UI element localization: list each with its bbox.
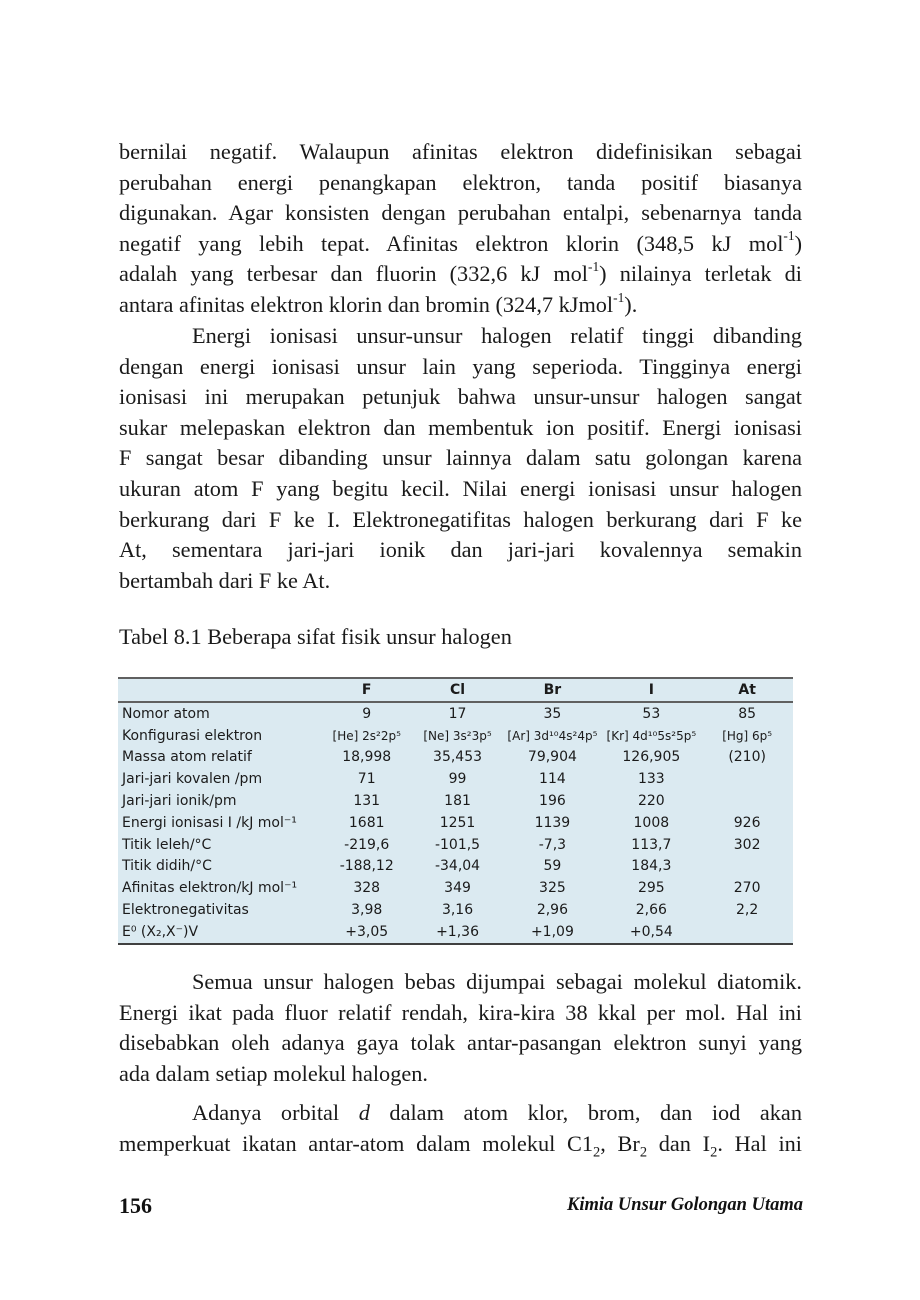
text-line	[119, 229, 802, 260]
text-line	[119, 1129, 802, 1160]
text-segment: Adanya orbital	[192, 1100, 359, 1125]
header-cell: Br	[543, 682, 562, 698]
table-cell	[701, 790, 793, 812]
text-segment: , Br	[600, 1130, 640, 1156]
table-row	[118, 725, 793, 747]
table-cell: 59	[543, 858, 562, 875]
text-line: F sangat besar dibanding unsur lainnya dalam satu golongan karena	[119, 445, 802, 471]
table-row	[118, 921, 793, 944]
text-line: bertambah dari F ke At.	[119, 567, 331, 593]
row-label: Titik didih/°C	[122, 858, 212, 875]
table-cell: 2,66	[635, 902, 667, 919]
table-cell: 196	[539, 793, 566, 810]
table-row	[118, 834, 793, 856]
text-segment: negatif yang lebih tepat. Afinitas elektron klorin (348,5 kJ mol	[119, 230, 784, 256]
table-cell: 133	[637, 771, 665, 788]
table-cell: 325	[539, 880, 566, 897]
table-cell: [Ar] 3d¹⁰4s²4p⁵	[507, 728, 598, 743]
text-segment: ).	[624, 291, 638, 317]
text-line: ada dalam setiap molekul halogen.	[119, 1060, 428, 1086]
header-cell: F	[361, 682, 372, 698]
row-label: Elektronegativitas	[122, 902, 249, 919]
text-line: ionisasi ini merupakan petunjuk bahwa unsur-unsur halogen sangat	[119, 384, 802, 410]
text-line: digunakan. Agar konsisten dengan perubahan entalpi, sebenarnya tanda	[119, 200, 802, 226]
table-cell: 328	[353, 880, 381, 897]
table-cell: 1139	[534, 814, 571, 831]
halogen-properties-table	[118, 677, 793, 945]
text-line: Energi ikat pada fluor relatif rendah, kira-kira 38 kkal per mol. Hal ini	[119, 999, 802, 1025]
table-cell: 181	[444, 793, 471, 810]
table-cell: 349	[444, 880, 471, 897]
table-cell: 35,453	[433, 749, 483, 766]
table-cell: 114	[539, 771, 566, 788]
table-cell: [Kr] 4d¹⁰5s²5p⁵	[606, 728, 697, 743]
text-line: Semua unsur halogen bebas dijumpai sebagai molekul diatomik.	[192, 969, 802, 994]
text-segment: ) nilainya terletak di	[599, 261, 802, 287]
paragraph-electron-affinity	[119, 137, 802, 321]
table-cell: [He] 2s²2p⁵	[332, 728, 401, 743]
text-line: dengan energi ionisasi unsur lain yang seperioda. Tingginya energi	[119, 353, 802, 379]
table-row	[118, 899, 793, 921]
table-row	[118, 877, 793, 899]
table-cell: -34,04	[434, 858, 481, 875]
table-cell: 1008	[633, 814, 670, 831]
text-line	[119, 259, 802, 290]
header-cell: At	[738, 682, 756, 698]
row-label: Massa atom relatif	[122, 749, 252, 766]
table-cell: [Ne] 3s²3p⁵	[423, 728, 492, 743]
row-label: E⁰ (X₂,X⁻)V	[122, 923, 199, 940]
superscript: -1	[783, 228, 795, 244]
text-line: berkurang dari F ke I. Elektronegatifitas halogen berkurang dari F ke	[119, 506, 802, 532]
subscript: 2	[639, 1144, 648, 1161]
table-cell: 17	[448, 705, 467, 722]
running-footer-title: Kimia Unsur Golongan Utama	[567, 1195, 803, 1215]
table-cell: 3,98	[351, 902, 383, 919]
table-row	[118, 812, 793, 834]
table-cell	[701, 921, 793, 944]
text-line: bernilai negatif. Walaupun afinitas elektron didefinisikan sebagai	[119, 139, 802, 164]
table-header-row	[118, 678, 793, 702]
text-segment: dalam atom klor, brom, dan iod akan	[369, 1100, 802, 1125]
table-cell: -219,6	[344, 836, 390, 853]
text-line: At, sementara jari-jari ionik dan jari-jari kovalennya semakin	[119, 537, 802, 563]
table-cell: 270	[733, 880, 761, 897]
table-row	[118, 747, 793, 769]
row-label: Afinitas elektron/kJ mol⁻¹	[122, 880, 298, 897]
paragraph-d-orbital	[119, 1098, 802, 1159]
text-line: perubahan energi penangkapan elektron, tanda positif biasanya	[119, 169, 802, 195]
table-cell: 71	[357, 771, 376, 788]
table-cell: -101,5	[434, 836, 481, 853]
table-cell: 126,905	[622, 749, 681, 766]
table-row	[118, 856, 793, 878]
page-number: 156	[119, 1193, 152, 1218]
row-label: Konfigurasi elektron	[122, 727, 263, 744]
table-cell: [Hg] 6p⁵	[722, 728, 773, 743]
row-label: Nomor atom	[122, 705, 210, 722]
table-cell	[701, 768, 793, 790]
table-cell: +1,36	[436, 923, 479, 940]
table-row	[118, 790, 793, 812]
table-cell	[701, 856, 793, 878]
table-cell: 2,96	[536, 902, 568, 919]
table-cell: 302	[733, 836, 761, 853]
table-row	[118, 768, 793, 790]
table-cell: 926	[733, 814, 761, 831]
header-cell: Cl	[449, 682, 466, 698]
table-cell: 131	[353, 793, 381, 810]
text-line: sukar melepaskan elektron dan membentuk ion positif. Energi ionisasi	[119, 414, 802, 440]
row-label: Energi ionisasi I /kJ mol⁻¹	[122, 814, 297, 831]
superscript: -1	[588, 258, 600, 274]
text-segment: . Hal ini	[717, 1130, 802, 1156]
table-cell: +0,54	[629, 923, 673, 940]
paragraph-diatomic	[119, 967, 802, 1089]
table-cell: 99	[448, 771, 467, 788]
subscript: 2	[593, 1144, 601, 1161]
table-cell: +1,09	[530, 923, 574, 940]
text-segment: dan I	[647, 1130, 711, 1156]
table-cell: -7,3	[538, 836, 567, 853]
text-segment: adalah yang terbesar dan fluorin (332,6 kJ mol	[119, 261, 589, 287]
table-cell: 1251	[439, 814, 476, 831]
table-cell: 3,16	[441, 902, 474, 919]
table-cell: 85	[738, 705, 757, 722]
table-cell: 220	[637, 793, 665, 810]
table-cell: 2,2	[736, 902, 759, 919]
subscript: 2	[710, 1144, 718, 1161]
table-cell: 53	[642, 705, 661, 722]
row-label: Titik leleh/°C	[122, 836, 212, 853]
table-cell: 35	[543, 705, 562, 722]
table-cell: 9	[362, 705, 372, 722]
text-line: ukuran atom F yang begitu kecil. Nilai energi ionisasi unsur halogen	[119, 475, 802, 501]
row-label: Jari-jari ionik/pm	[122, 793, 237, 810]
text-segment: memperkuat ikatan antar-atom dalam molekul C1	[119, 1130, 594, 1156]
header-cell	[118, 678, 322, 702]
row-label: Jari-jari kovalen /pm	[122, 771, 263, 788]
table-row	[118, 702, 793, 725]
table-cell: +3,05	[345, 923, 389, 940]
text-line: disebabkan oleh adanya gaya tolak antar-pasangan elektron sunyi yang	[119, 1030, 802, 1056]
table-cell: 184,3	[631, 858, 672, 875]
table-cell: 18,998	[342, 749, 392, 766]
table-cell: 113,7	[631, 836, 672, 853]
text-line: Energi ionisasi unsur-unsur halogen relatif tinggi dibanding	[192, 323, 802, 348]
superscript: -1	[613, 289, 625, 305]
paragraph-ionization-energy	[119, 321, 802, 596]
text-segment: antara afinitas elektron klorin dan bromin (324,7 kJmol	[119, 291, 614, 317]
table-cell: (210)	[728, 749, 766, 766]
text-line	[119, 290, 802, 321]
table-cell: 79,904	[527, 749, 577, 766]
italic-d: d	[358, 1100, 370, 1125]
header-cell: I	[648, 682, 654, 698]
table-cell: -188,12	[339, 858, 394, 875]
table-caption: Tabel 8.1 Beberapa sifat fisik unsur halogen	[119, 624, 512, 649]
text-line	[119, 1098, 802, 1129]
table-cell: 1681	[348, 814, 385, 831]
table-cell: 295	[637, 880, 665, 897]
text-segment: )	[794, 230, 802, 256]
